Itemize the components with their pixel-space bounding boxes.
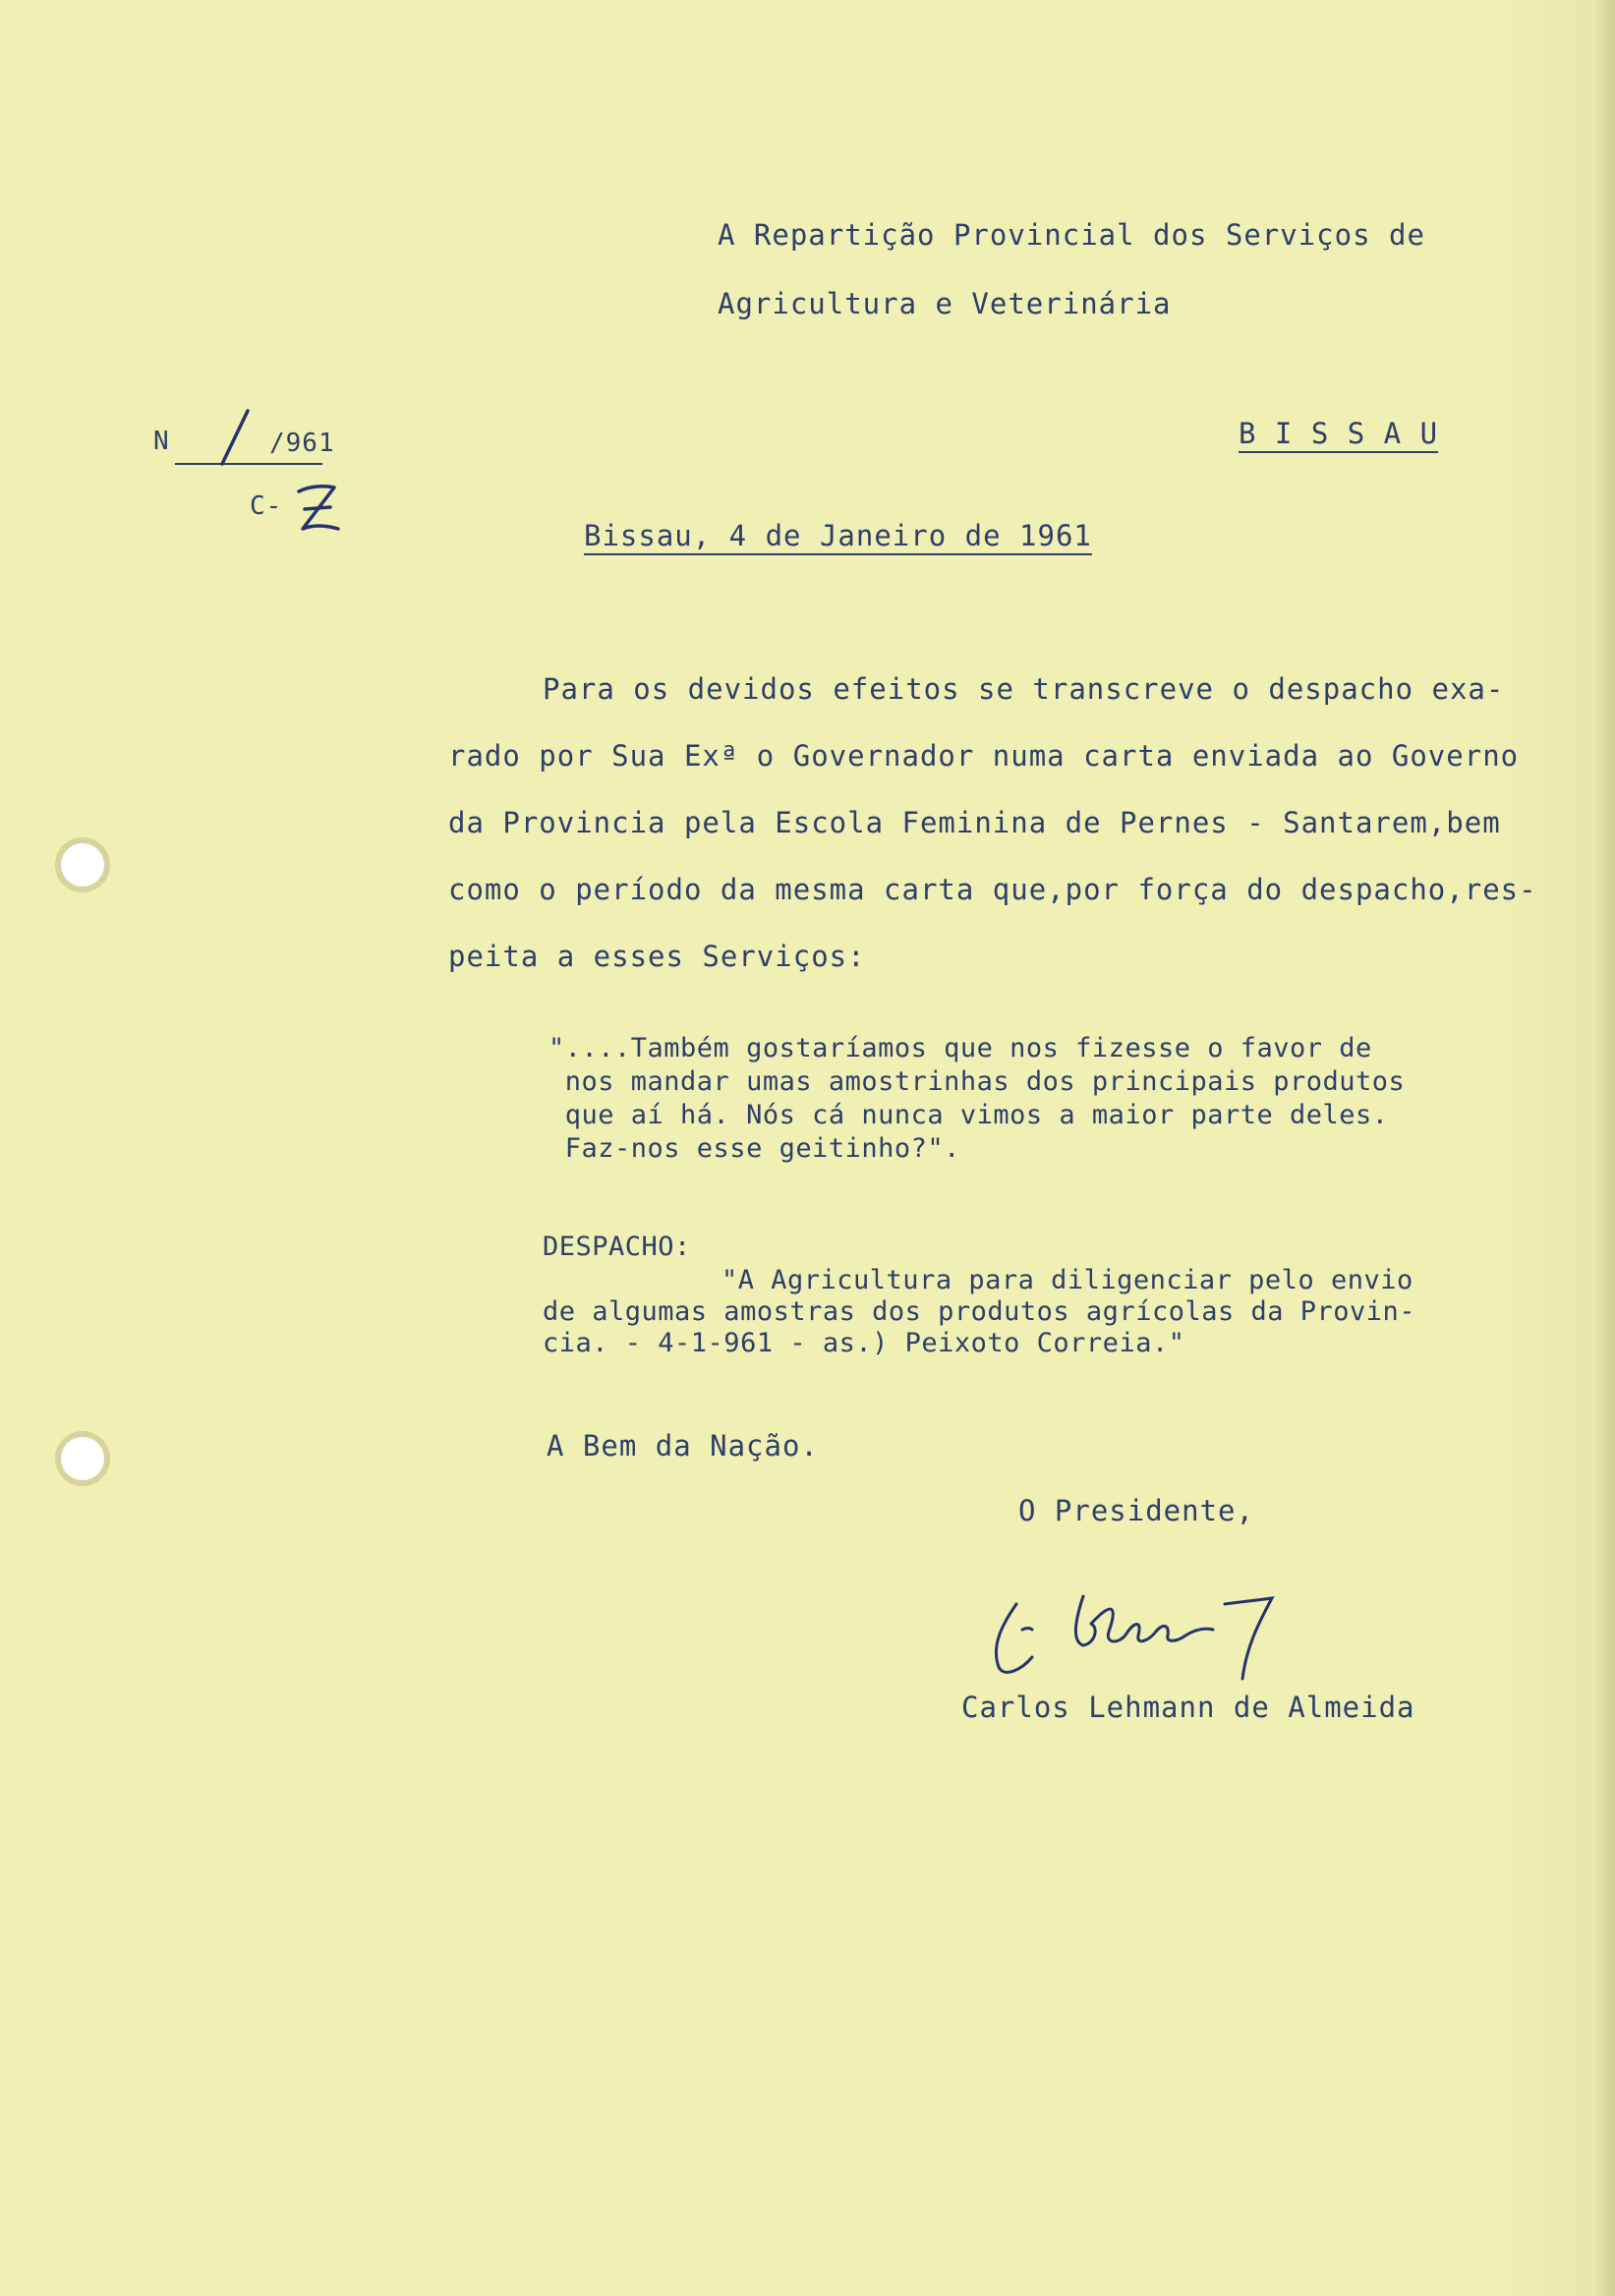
body-line-3: da Provincia pela Escola Feminina de Pernes - Santarem,bem <box>448 806 1501 839</box>
body-line-4: como o período da mesma carta que,por força do despacho,res- <box>448 873 1537 906</box>
addressee-city: B I S S A U <box>1239 417 1439 450</box>
punch-hole-bottom <box>61 1437 104 1480</box>
despacho-line-3: cia. - 4-1-961 - as.) Peixoto Correia." <box>543 1328 1185 1358</box>
quote-line-2: nos mandar umas amostrinhas dos principais produtos <box>548 1066 1406 1097</box>
handwritten-signature <box>973 1584 1307 1693</box>
signatory-name: Carlos Lehmann de Almeida <box>961 1691 1415 1724</box>
despacho-label: DESPACHO: <box>543 1232 691 1262</box>
body-line-1: Para os devidos efeitos se transcreve o despacho exa- <box>543 672 1505 706</box>
addressee-line-2: Agricultura e Veterinária <box>718 287 1172 320</box>
closing-line: A Bem da Nação. <box>547 1429 819 1463</box>
reference-code-label: C- <box>250 491 283 521</box>
body-line-5: peita a esses Serviços: <box>448 940 866 973</box>
date-line: Bissau, 4 de Janeiro de 1961 <box>584 519 1092 552</box>
signatory-title: O Presidente, <box>1018 1494 1254 1527</box>
addressee-line-1: A Repartição Provincial dos Serviços de <box>718 218 1425 252</box>
reference-year: /961 <box>269 429 335 458</box>
despacho-line-1: "A Agricultura para diligenciar pelo envio <box>721 1265 1413 1295</box>
reference-code-handwritten <box>291 478 350 546</box>
paper-edge-shadow <box>1593 0 1615 2296</box>
quote-line-1: "....Também gostaríamos que nos fizesse o favor de <box>548 1033 1372 1063</box>
quote-line-4: Faz-nos esse geitinho?". <box>548 1133 960 1164</box>
reference-number-handwritten <box>204 405 273 474</box>
reference-number-label: N <box>153 427 170 456</box>
punch-hole-top <box>61 843 104 887</box>
quote-line-3: que aí há. Nós cá nunca vimos a maior parte deles. <box>548 1100 1389 1130</box>
body-line-2: rado por Sua Exª o Governador numa carta enviada ao Governo <box>448 739 1520 773</box>
despacho-line-2: de algumas amostras dos produtos agrícolas da Provin- <box>543 1296 1416 1327</box>
